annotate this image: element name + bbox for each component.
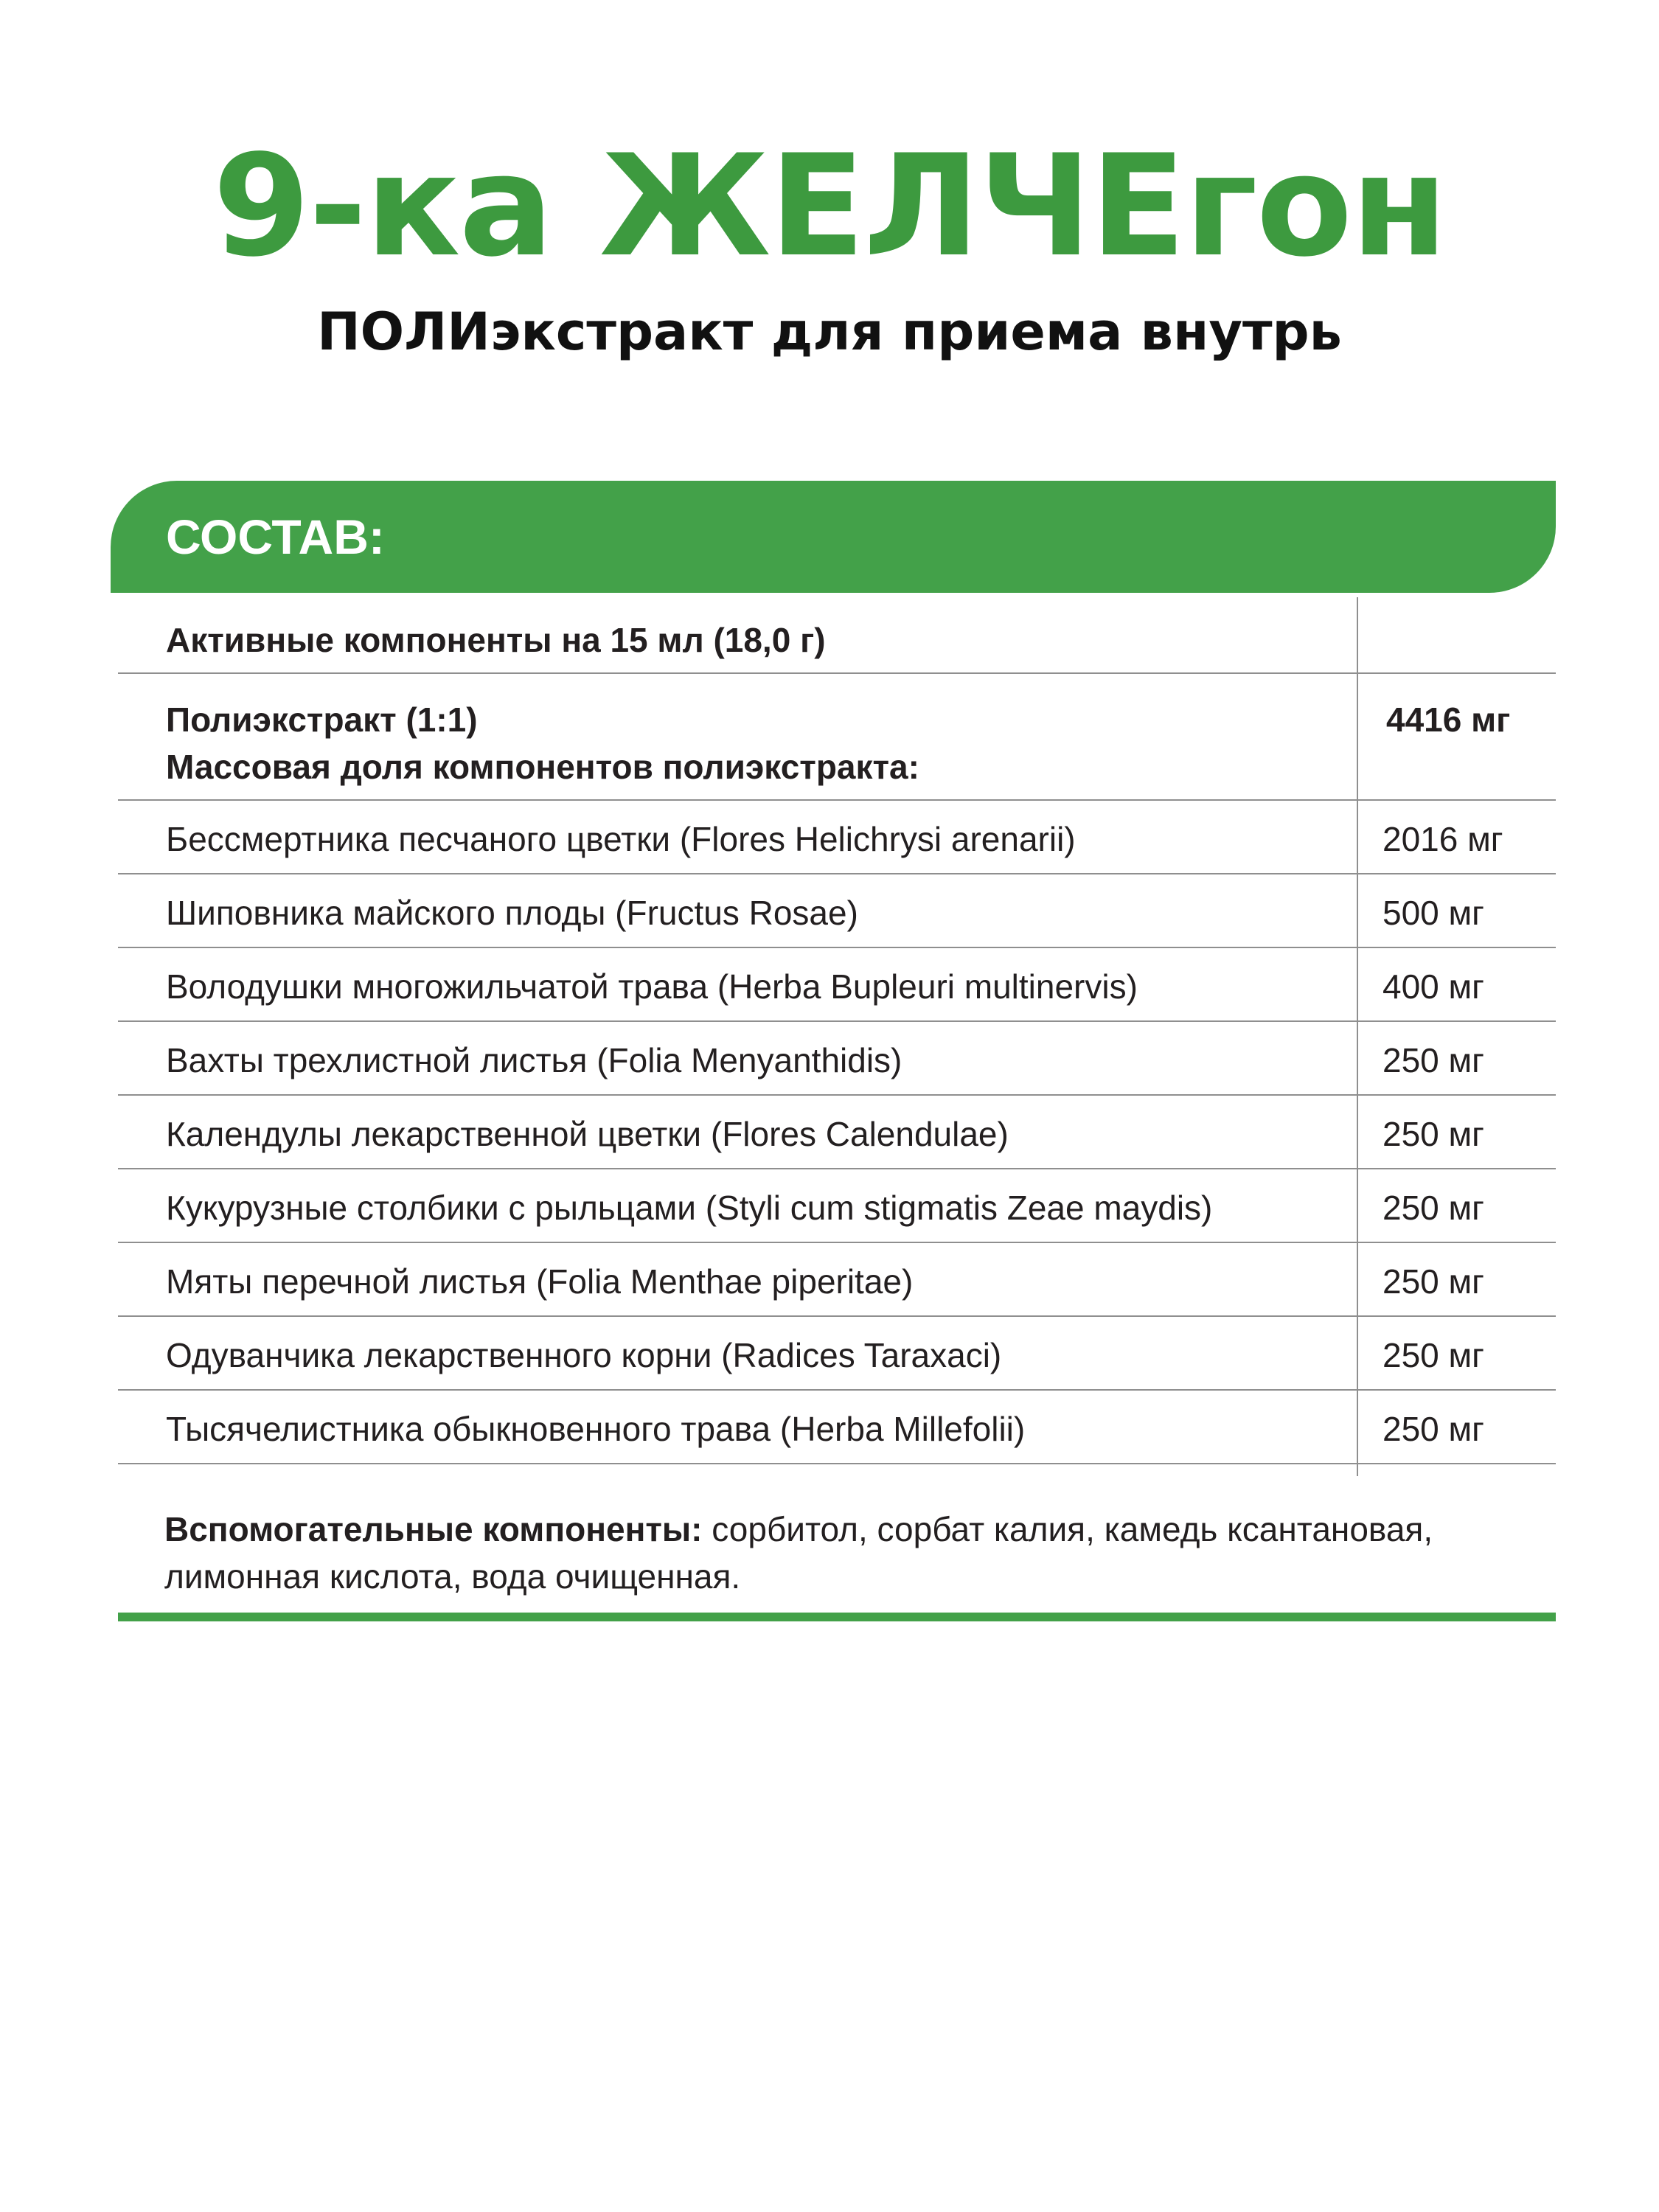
composition-header <box>111 481 1556 593</box>
ingredient-amount: 250 мг <box>1382 1336 1484 1374</box>
polyextract-label: Полиэкстракт (1:1) <box>166 700 478 739</box>
table-row <box>118 1391 1556 1464</box>
product-title: 9-ка ЖЕЛЧЕгон <box>212 125 1447 288</box>
composition-table <box>118 597 1556 1464</box>
table-row <box>118 1243 1556 1317</box>
ingredient-name: Тысячелистника обыкновенного трава (Herba Millefolii) <box>166 1410 1026 1448</box>
ingredient-name: Календулы лекарственной цветки (Flores Calendulae) <box>166 1115 1009 1153</box>
table-column-divider <box>1357 597 1358 1476</box>
ingredient-amount: 500 мг <box>1382 894 1484 932</box>
ingredient-name: Володушки многожильчатой трава (Herba Bupleuri multinervis) <box>166 967 1138 1006</box>
ingredient-name: Вахты трехлистной листья (Folia Menyanthidis) <box>166 1041 902 1079</box>
ingredient-amount: 250 мг <box>1382 1410 1484 1448</box>
table-row <box>118 1022 1556 1096</box>
bottom-divider <box>118 1613 1556 1621</box>
ingredient-name: Мяты перечной листья (Folia Menthae piperitae) <box>166 1262 914 1301</box>
table-row <box>118 1096 1556 1169</box>
ingredient-amount: 2016 мг <box>1382 820 1503 858</box>
ingredient-name: Шиповника майского плоды (Fructus Rosae) <box>166 894 858 932</box>
composition-header-label: СОСТАВ: <box>166 509 385 564</box>
ingredient-amount: 250 мг <box>1382 1262 1484 1301</box>
table-row <box>118 874 1556 948</box>
active-components-header: Активные компоненты на 15 мл (18,0 г) <box>166 621 826 659</box>
table-row <box>118 801 1556 874</box>
polyextract-amount: 4416 мг <box>1386 700 1511 739</box>
ingredient-name: Одуванчика лекарственного корни (Radices Taraxaci) <box>166 1336 1002 1374</box>
ingredient-amount: 250 мг <box>1382 1041 1484 1079</box>
ingredient-amount: 250 мг <box>1382 1189 1484 1227</box>
auxiliary-text: сорбитол, сорбат калия, камедь ксантановая, лимонная кислота, вода очищенная. <box>164 1510 1433 1596</box>
active-components-row <box>118 597 1556 674</box>
table-row <box>118 948 1556 1022</box>
auxiliary-components <box>164 1506 1565 1600</box>
ingredient-amount: 400 мг <box>1382 967 1484 1006</box>
ingredient-amount: 250 мг <box>1382 1115 1484 1153</box>
table-row <box>118 1317 1556 1391</box>
table-row <box>118 1169 1556 1243</box>
auxiliary-label: Вспомогательные компоненты: <box>164 1510 703 1548</box>
polyextract-row <box>118 674 1556 801</box>
ingredient-name: Бессмертника песчаного цветки (Flores Helichrysi arenarii) <box>166 820 1076 858</box>
mass-fraction-label: Массовая доля компонентов полиэкстракта: <box>166 748 919 786</box>
product-subtitle: ПОЛИэкстракт для приема внутрь <box>317 302 1342 362</box>
ingredient-name: Кукурузные столбики с рыльцами (Styli cum stigmatis Zeae maydis) <box>166 1189 1213 1227</box>
